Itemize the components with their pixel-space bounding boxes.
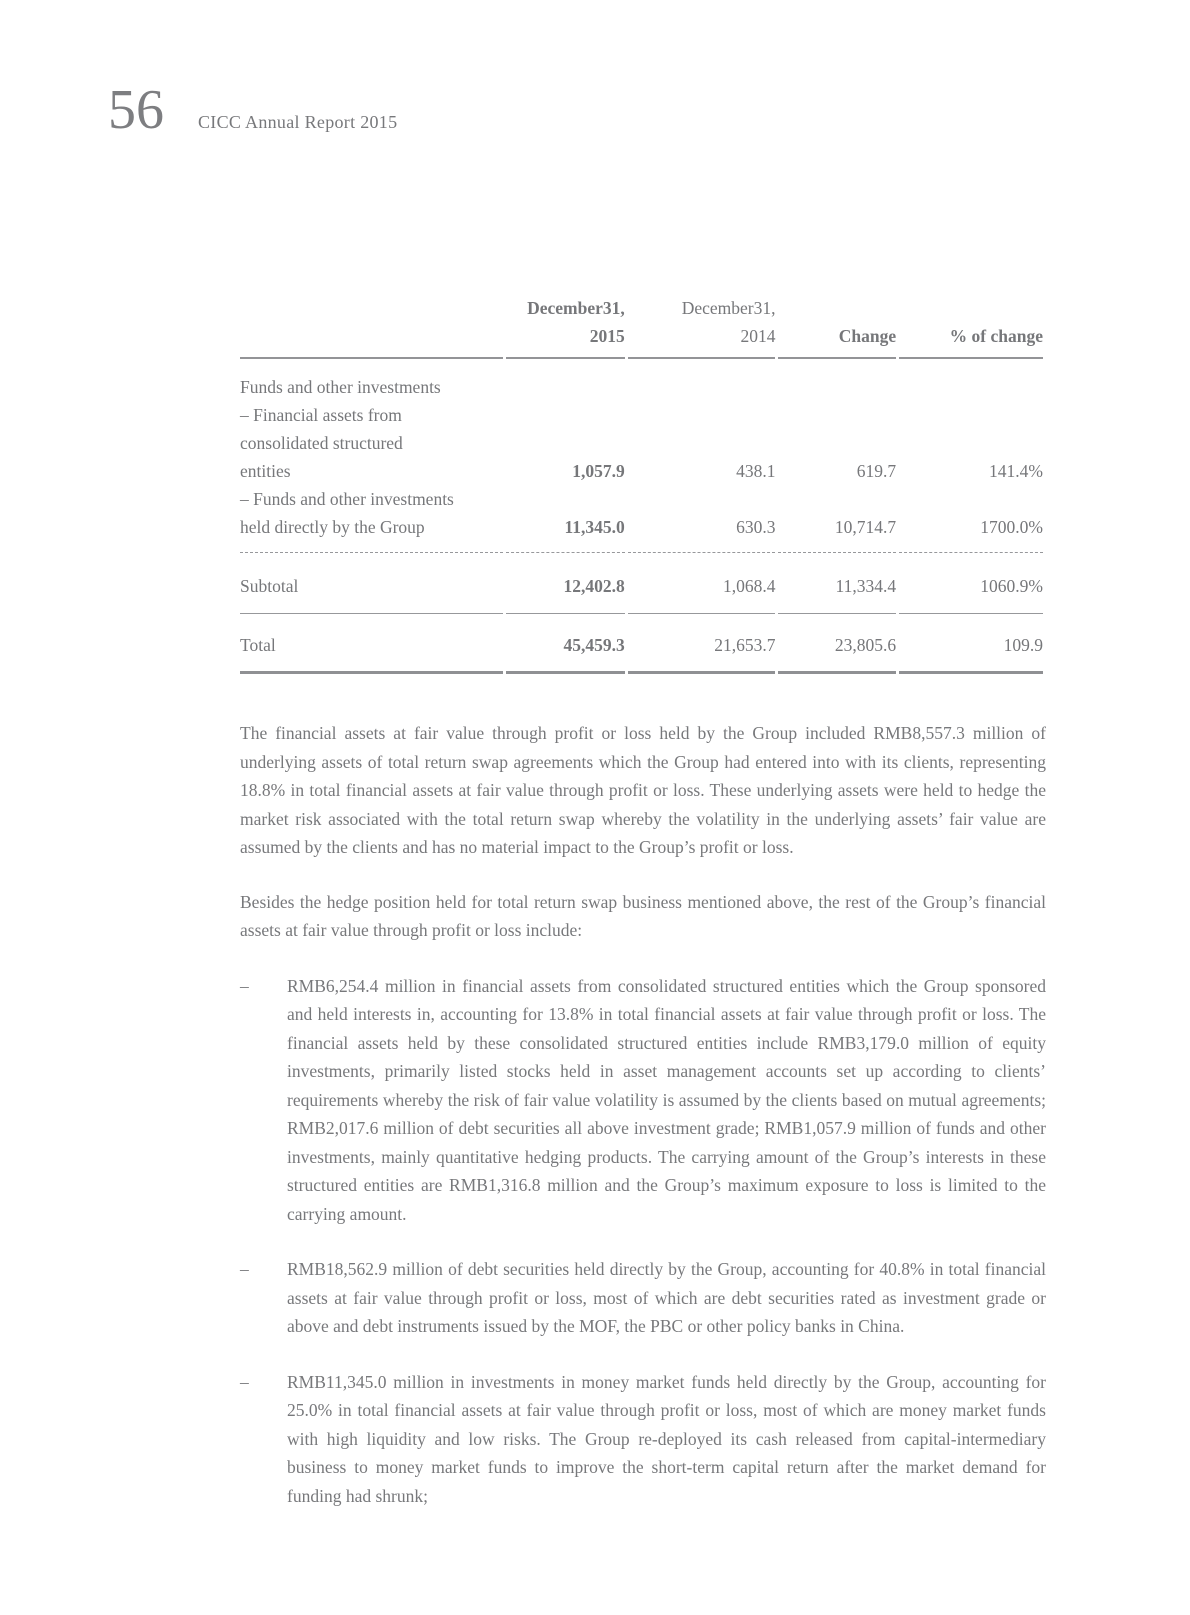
paragraph-tr-swap: The financial assets at fair value through profit or loss held by the Group included RMB8,557.3 million of underlying assets of total return swap agreements which the Group had entered into with its clients, representing 18.8% in total financial assets at fair value through profit or loss. These underlying assets were held to hedge the market risk associated with the total return swap whereby the volatility in the underlying assets’ fair value are assumed by the clients and has no material impact to the Group’s profit or loss. (240, 723, 1046, 857)
paragraph-besides-hedge: Besides the hedge position held for total return swap business mentioned above, the rest of the Group’s financial assets at fair value through profit or loss include: (240, 891, 1046, 940)
page-header (108, 79, 398, 141)
bullet-marker: – (240, 1259, 249, 1279)
table-row (240, 429, 1043, 457)
subtotal-row (240, 553, 1043, 614)
row-label: held directly by the Group (240, 513, 503, 553)
value-2015: 12,402.8 (506, 553, 625, 614)
row-label: – Funds and other investments (240, 489, 454, 509)
table-row (240, 485, 1043, 513)
table-row (240, 457, 1043, 485)
value-2015: 1,057.9 (572, 461, 625, 481)
header-dec-2015-line1: December31, (527, 298, 625, 318)
row-label: entities (240, 461, 291, 481)
value-pct: 109.9 (899, 614, 1043, 674)
bullet-text: RMB11,345.0 million in investments in money market funds held directly by the Group, accounting for 25.0% in total financial assets at fair value through profit or loss, most of which are money market funds with high liquidity and low risks. The Group re-deployed its cash released from capital-intermediary business to money market funds to improve the short-term capital return after the market demand for funding had shrunk; (287, 1371, 1046, 1506)
value-2014: 1,068.4 (628, 553, 776, 614)
value-change: 10,714.7 (778, 513, 896, 553)
table-row (240, 401, 1043, 429)
value-2014: 21,653.7 (628, 614, 776, 674)
bullet-item (240, 1255, 1046, 1341)
bullet-text: RMB6,254.4 million in financial assets from consolidated structured entities which the Group sponsored and held interests in, accounting for 13.8% in total financial assets at fair value through profit or loss. The financial assets held by these consolidated structured entities include RMB3,179.0 million of equity investments, primarily listed stocks held in asset management accounts set up according to clients’ requirements whereby the risk of fair value volatility is assumed by the clients based on mutual agreements; RMB2,017.6 million of debt securities all above investment grade; RMB1,057.9 million of funds and other investments, mainly quantitative hedging products. The carrying amount of the Group’s interests in these structured entities are RMB1,316.8 million and the Group’s maximum exposure to loss is limited to the carrying amount. (287, 975, 1046, 1224)
table-row (240, 359, 1043, 401)
value-2015: 11,345.0 (506, 513, 625, 553)
value-2015: 45,459.3 (506, 614, 625, 674)
bullet-list (240, 972, 1046, 1511)
page-content (240, 294, 1046, 1510)
value-2014: 630.3 (628, 513, 776, 553)
value-change: 11,334.4 (778, 553, 896, 614)
value-change: 23,805.6 (778, 614, 896, 674)
bullet-item (240, 972, 1046, 1229)
bullet-item (240, 1368, 1046, 1511)
row-label: Total (240, 614, 503, 674)
table-row (240, 513, 1043, 553)
total-row (240, 614, 1043, 674)
value-2014: 438.1 (736, 461, 776, 481)
value-pct: 141.4% (989, 461, 1043, 481)
row-label: Subtotal (240, 553, 503, 614)
value-change: 619.7 (856, 461, 897, 481)
bullet-marker: – (240, 1371, 249, 1392)
bullet-marker: – (240, 975, 249, 996)
header-pct-of-change: % of change (899, 322, 1043, 359)
table-header-row-2 (240, 322, 1043, 359)
header-change: Change (778, 322, 896, 359)
table-header-row-1 (240, 294, 1043, 322)
value-pct: 1060.9% (899, 553, 1043, 614)
row-label: consolidated structured (240, 433, 403, 453)
financial-table (237, 294, 1046, 674)
row-label: – Financial assets from (240, 405, 402, 425)
row-label: Funds and other investments (240, 377, 441, 397)
header-dec-2014-line1: December31, (681, 298, 776, 318)
page-number: 56 (108, 79, 164, 141)
header-year-2015: 2015 (506, 322, 625, 359)
report-title: CICC Annual Report 2015 (198, 112, 398, 132)
value-pct: 1700.0% (899, 513, 1043, 553)
header-year-2014: 2014 (628, 322, 776, 359)
bullet-text: RMB18,562.9 million of debt securities held directly by the Group, accounting for 40.8% in total financial assets at fair value through profit or loss, most of which are debt securities rated as investment grade or above and debt instruments issued by the MOF, the PBC or other policy banks in China. (287, 1259, 1046, 1336)
